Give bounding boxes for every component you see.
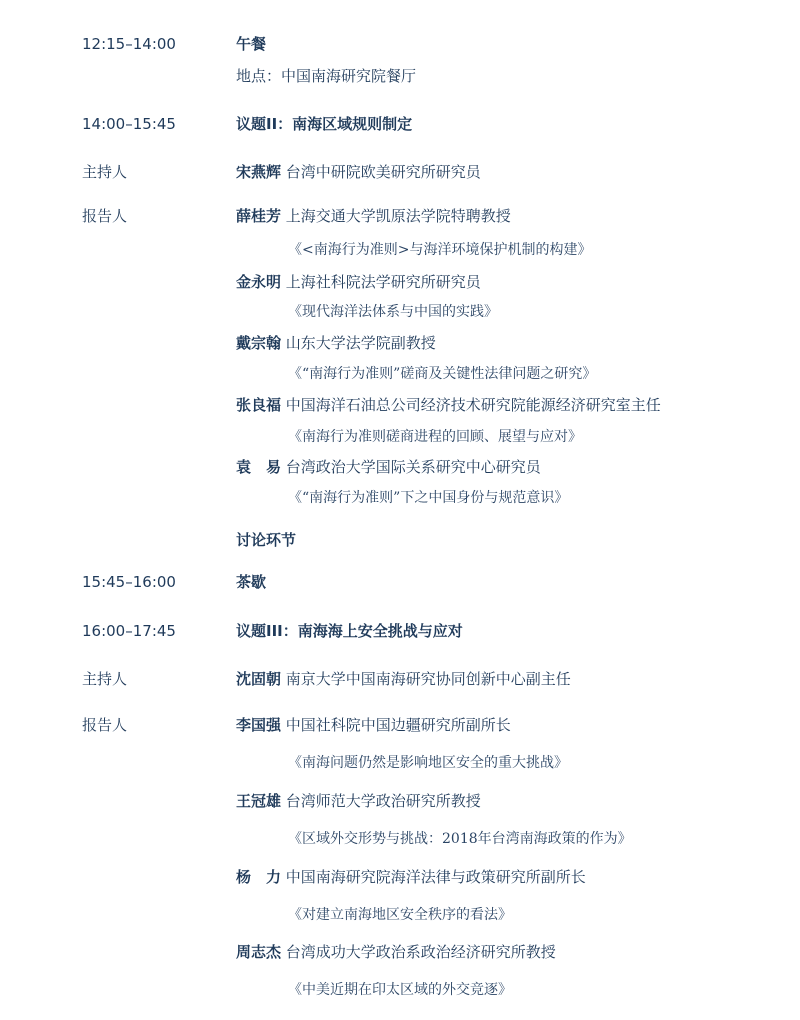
- reporter-affiliation: 上海社科院法学研究所研究员: [285, 273, 481, 291]
- reporter-affiliation: 中国社科院中国边疆研究所副所长: [285, 716, 511, 734]
- paper-title: 《“南海行为准则”下之中国身份与规范意识》: [288, 490, 569, 506]
- host-row: [0, 667, 800, 691]
- reporter-name: 王冠雄: [236, 792, 282, 810]
- reporter-affiliation: 上海交通大学凯原法学院特聘教授: [285, 207, 511, 225]
- session-row: [0, 570, 800, 594]
- reporter-row: [0, 331, 800, 355]
- reporter-row: [0, 204, 800, 228]
- paper-row: [0, 486, 800, 510]
- host-row: [0, 160, 800, 184]
- session-title: 茶歇: [236, 573, 267, 591]
- host-label: 主持人: [82, 670, 128, 688]
- reporter-row: [0, 865, 800, 889]
- reporter-entry: [236, 393, 661, 417]
- host-label: 主持人: [82, 163, 128, 181]
- reporter-name: 张良福: [236, 396, 282, 414]
- host-entry: [236, 667, 571, 691]
- session-time: 14:00–15:45: [82, 115, 176, 133]
- reporter-affiliation: 台湾政治大学国际关系研究中心研究员: [285, 458, 541, 476]
- reporter-name: 戴宗翰: [236, 334, 282, 352]
- paper-title: 《南海行为准则磋商进程的回顾、展望与应对》: [288, 429, 582, 445]
- paper-row: [0, 300, 800, 324]
- session-row: [0, 619, 800, 643]
- reporter-affiliation: 台湾师范大学政治研究所教授: [285, 792, 481, 810]
- paper-row: [0, 751, 800, 775]
- host-name: 宋燕辉: [236, 163, 282, 181]
- reporter-label: 报告人: [82, 207, 128, 225]
- session-row: [0, 32, 800, 56]
- location-row: [0, 64, 800, 88]
- session-time: 15:45–16:00: [82, 573, 176, 591]
- paper-row: [0, 425, 800, 449]
- reporter-name: 袁 易: [236, 458, 282, 476]
- reporter-row: [0, 789, 800, 813]
- reporter-row: [0, 393, 800, 417]
- paper-title: 《中美近期在印太区域的外交竞逐》: [288, 982, 512, 998]
- host-entry: [236, 160, 481, 184]
- reporter-entry: [236, 455, 541, 479]
- reporter-entry: [236, 713, 511, 737]
- reporter-name: 李国强: [236, 716, 282, 734]
- location-text: 地点：中国南海研究院餐厅: [236, 67, 417, 85]
- reporter-entry: [236, 940, 556, 964]
- reporter-row: [0, 455, 800, 479]
- reporter-entry: [236, 204, 511, 228]
- paper-title: 《现代海洋法体系与中国的实践》: [288, 304, 498, 320]
- reporter-entry: [236, 331, 436, 355]
- paper-row: [0, 978, 800, 1002]
- reporter-affiliation: 山东大学法学院副教授: [285, 334, 436, 352]
- session-title: 午餐: [236, 35, 267, 53]
- paper-title: 《区域外交形势与挑战：2018年台湾南海政策的作为》: [288, 831, 632, 847]
- reporter-name: 薛桂芳: [236, 207, 282, 225]
- host-affiliation: 南京大学中国南海研究协同创新中心副主任: [285, 670, 571, 688]
- reporter-name: 周志杰: [236, 943, 282, 961]
- host-affiliation: 台湾中研院欧美研究所研究员: [285, 163, 481, 181]
- reporter-entry: [236, 270, 481, 294]
- reporter-name: 杨 力: [236, 868, 282, 886]
- reporter-entry: [236, 865, 586, 889]
- paper-title: 《南海问题仍然是影响地区安全的重大挑战》: [288, 755, 568, 771]
- session-title: 议题II：南海区域规则制定: [236, 115, 413, 133]
- paper-row: [0, 362, 800, 386]
- paper-title: 《“南海行为准则”磋商及关键性法律问题之研究》: [288, 366, 597, 382]
- reporter-row: [0, 270, 800, 294]
- reporter-affiliation: 台湾成功大学政治系政治经济研究所教授: [285, 943, 556, 961]
- reporter-label: 报告人: [82, 716, 128, 734]
- reporter-row: [0, 713, 800, 737]
- paper-row: [0, 827, 800, 851]
- reporter-entry: [236, 789, 481, 813]
- session-row: [0, 112, 800, 136]
- paper-row: [0, 903, 800, 927]
- session-time: 12:15–14:00: [82, 35, 176, 53]
- discussion-label: 讨论环节: [236, 531, 297, 549]
- session-time: 16:00–17:45: [82, 622, 176, 640]
- paper-row: [0, 238, 800, 262]
- reporter-affiliation: 中国南海研究院海洋法律与政策研究所副所长: [285, 868, 586, 886]
- reporter-row: [0, 940, 800, 964]
- discussion-row: [0, 528, 800, 552]
- paper-title: 《对建立南海地区安全秩序的看法》: [288, 907, 512, 923]
- reporter-affiliation: 中国海洋石油总公司经济技术研究院能源经济研究室主任: [285, 396, 661, 414]
- session-title: 议题III：南海海上安全挑战与应对: [236, 622, 463, 640]
- host-name: 沈固朝: [236, 670, 282, 688]
- paper-title: 《<南海行为准则>与海洋环境保护机制的构建》: [288, 242, 592, 258]
- reporter-name: 金永明: [236, 273, 282, 291]
